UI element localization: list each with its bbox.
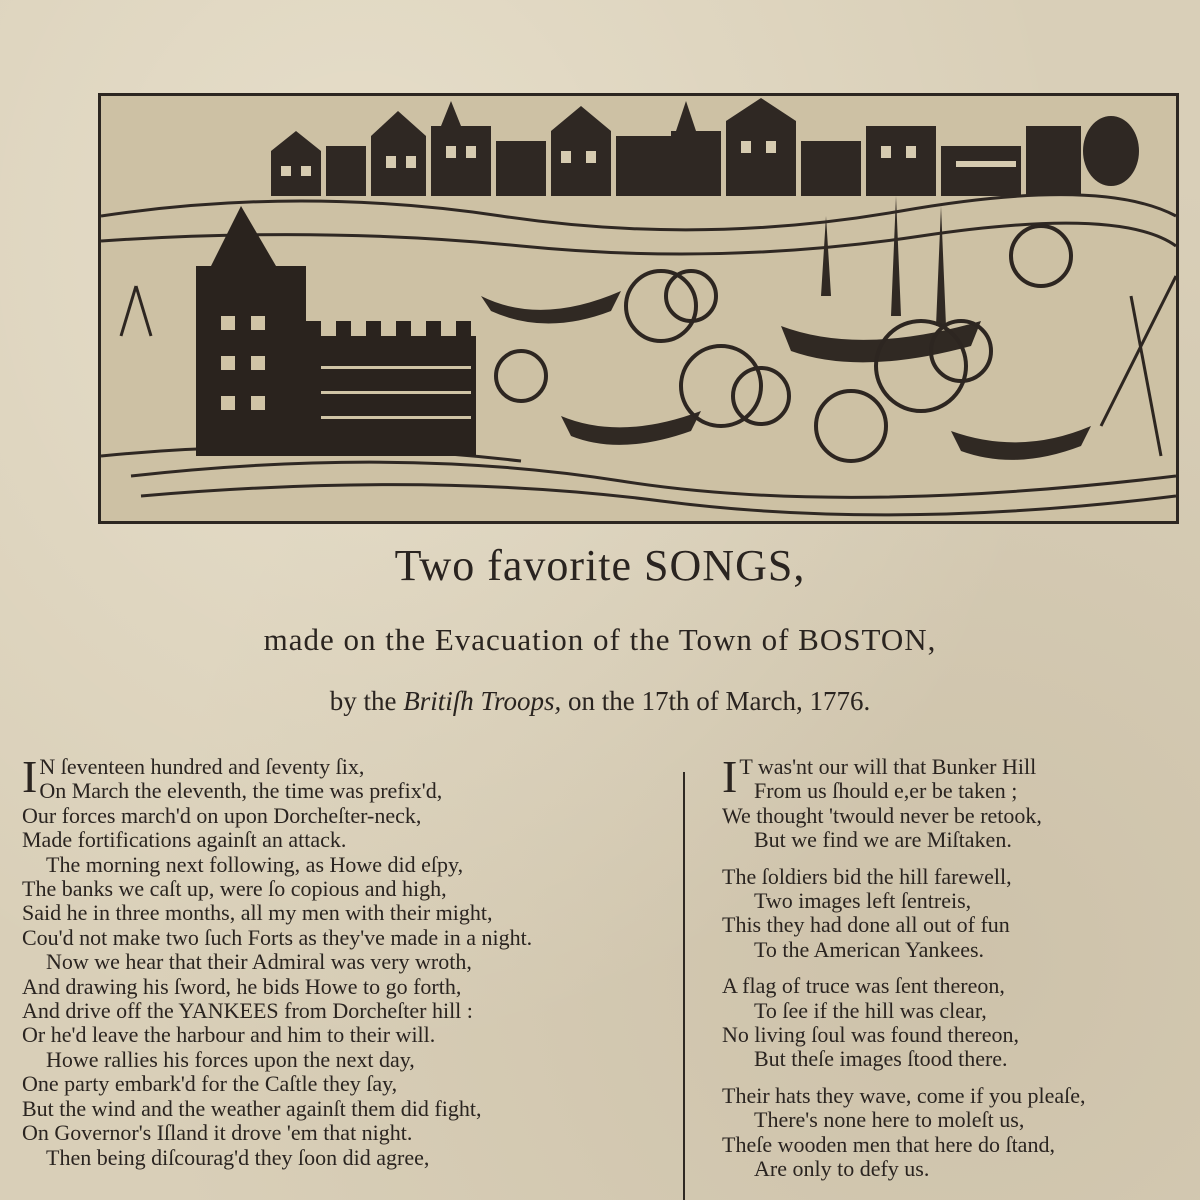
verse-line: Then being diſcourag'd they ſoon did agree, [46, 1144, 430, 1170]
verse-line: Howe rallies his forces upon the next day, [46, 1046, 415, 1072]
verse-line: Cou'd not make two ſuch Forts as they've made in a night. [22, 924, 533, 950]
song-two-column [722, 751, 1182, 1182]
column-divider [683, 772, 685, 1200]
verse-line: Our forces march'd on upon Dorcheſter-neck, [22, 802, 422, 828]
verse-line: On Governor's Iſland it drove 'em that night. [22, 1120, 413, 1146]
verse-line: But theſe images ſtood there. [754, 1046, 1008, 1072]
page-dateline [0, 686, 1200, 717]
verse-line: T was'nt our will that Bunker Hill [739, 754, 1037, 779]
verse-line: N ſeventeen hundred and ſeventy ſix, [39, 754, 365, 779]
page-subtitle: made on the Evacuation of the Town of BOSTON, [263, 622, 937, 657]
verse-line: This they had done all out of fun [722, 912, 1010, 938]
verse-line: Or he'd leave the harbour and him to their will. [22, 1022, 436, 1048]
verse-line: To the American Yankees. [754, 936, 985, 962]
verse-line: Two images left ſentreis, [754, 888, 972, 914]
dateline-italic: Britiſh Troops, [403, 686, 562, 716]
verse-line: The morning next following, as Howe did eſpy, [46, 851, 464, 877]
verse-line: The banks we caſt up, were ſo copious and high, [22, 876, 447, 902]
verse-line: Their hats they wave, come if you pleaſe, [722, 1082, 1086, 1108]
verse-line: From us ſhould e,er be taken ; [754, 778, 1018, 804]
verse-line: And drive off the YANKEES from Dorcheſter hill : [22, 998, 473, 1024]
verse-line: Theſe wooden men that here do ſtand, [722, 1131, 1055, 1157]
woodcut-illustration [98, 93, 1179, 524]
verse-line: Now we hear that their Admiral was very wroth, [46, 949, 472, 975]
verse-line: Said he in three months, all my men with their might, [22, 900, 493, 926]
drop-cap: I [22, 751, 38, 802]
verse-line: No living ſoul was found thereon, [722, 1022, 1019, 1048]
verse-line: A flag of truce was ſent thereon, [722, 973, 1005, 999]
verse-line: And drawing his ſword, he bids Howe to go forth, [22, 973, 462, 999]
dateline-suffix: on the 17th of March, 1776. [561, 686, 871, 716]
harbor-battle-woodcut-icon [101, 96, 1176, 521]
dateline-prefix: by the [329, 686, 404, 716]
verse-line: One party embark'd for the Caſtle they ſay, [22, 1071, 398, 1097]
verse-line: But we find we are Miſtaken. [754, 827, 1012, 853]
verse-line: Are only to defy us. [754, 1156, 930, 1182]
verse-line: The ſoldiers bid the hill farewell, [722, 863, 1012, 889]
verse-line: We thought 'twould never be retook, [722, 802, 1042, 828]
page-title: Two favorite SONGS, [394, 541, 806, 590]
verse-line: To ſee if the hill was clear, [754, 997, 987, 1023]
verse-line: There's none here to moleſt us, [754, 1107, 1025, 1133]
verse-line: On March the eleventh, the time was prefix'd, [39, 778, 443, 804]
song-one-column [22, 751, 662, 1170]
verse-line: Made fortifications againſt an attack. [22, 827, 347, 853]
verse-line: But the wind and the weather againſt them did fight, [22, 1095, 482, 1121]
drop-cap: I [722, 751, 738, 802]
